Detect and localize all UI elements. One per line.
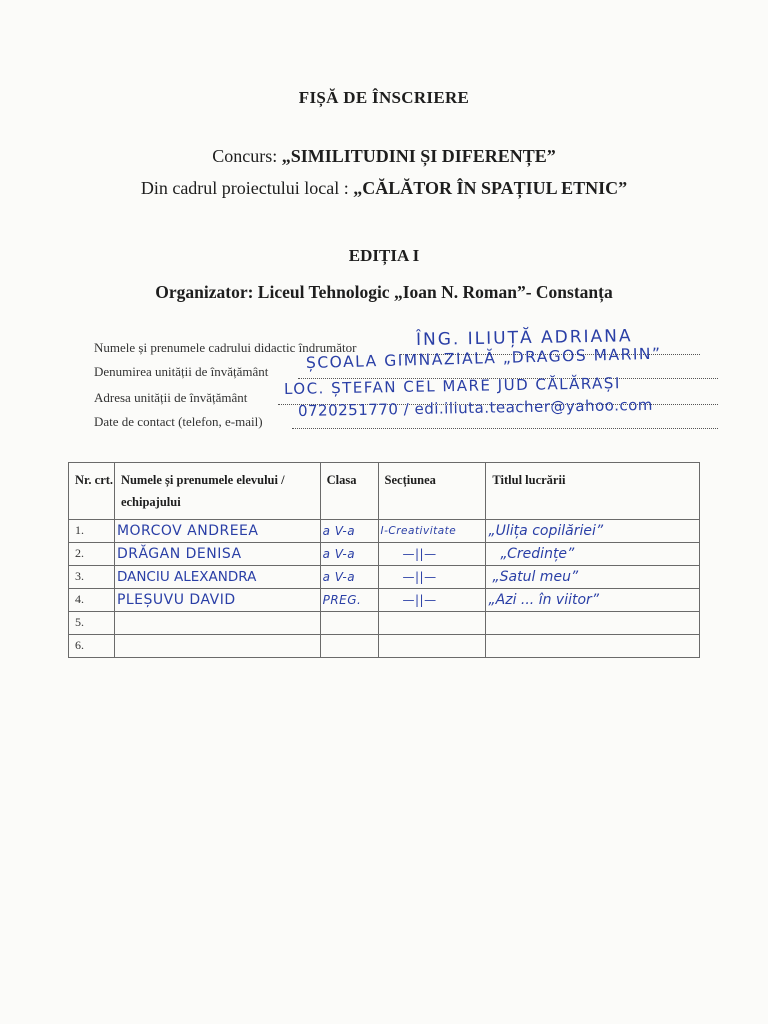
row-class xyxy=(320,566,378,589)
row-name xyxy=(114,543,320,566)
table-row xyxy=(69,589,700,612)
contest-line xyxy=(0,146,768,167)
row-class xyxy=(320,612,378,635)
row-section xyxy=(378,520,486,543)
row-class xyxy=(320,520,378,543)
row-name xyxy=(114,520,320,543)
row-nr: 1. xyxy=(69,520,115,543)
row-title xyxy=(486,543,700,566)
row-title xyxy=(486,589,700,612)
project-line xyxy=(0,178,768,199)
row-class xyxy=(320,543,378,566)
header-title: Titlul lucrării xyxy=(486,463,700,520)
row-section xyxy=(378,612,486,635)
teacher-name-value: ÎNG. ILIUȚĂ ADRIANA xyxy=(415,326,633,350)
row-class xyxy=(320,635,378,658)
row-title-value: „Credințe” xyxy=(500,546,575,562)
row-title xyxy=(486,566,700,589)
row-name xyxy=(114,589,320,612)
table-row xyxy=(69,635,700,658)
contest-prefix: Concurs: xyxy=(212,146,282,166)
row-section-value: I-Creativitate xyxy=(380,525,457,537)
school-address-label: Adresa unității de învățământ xyxy=(94,390,248,405)
row-nr: 5. xyxy=(69,612,115,635)
row-name xyxy=(114,612,320,635)
row-name xyxy=(114,566,320,589)
row-section xyxy=(378,589,486,612)
row-class-value: PREG. xyxy=(322,593,362,607)
teacher-name-label: Numele și prenumele cadrului didactic îndrumător xyxy=(94,340,357,355)
header-nr: Nr. crt. xyxy=(69,463,115,520)
participants-table xyxy=(68,462,700,658)
school-name-label: Denumirea unității de învățământ xyxy=(94,364,269,379)
header-section: Secțiunea xyxy=(378,463,486,520)
row-name-value: PLEȘUVU DAVID xyxy=(116,592,236,608)
organizer-line: Organizator: Liceul Tehnologic „Ioan N. Roman”- Constanța xyxy=(155,282,613,302)
row-title xyxy=(486,612,700,635)
contact-value: 0720251770 / edi.iliuta.teacher@yahoo.com xyxy=(297,395,654,420)
school-name-value: ȘCOALA GIMNAZIALĂ „DRAGOS MARIN” xyxy=(305,344,662,372)
row-nr: 2. xyxy=(69,543,115,566)
row-title xyxy=(486,520,700,543)
row-class-value: a V-a xyxy=(322,524,356,538)
project-name: „CĂLĂTOR ÎN SPAȚIUL ETNIC” xyxy=(353,178,628,198)
row-title-value: „Azi ... în viitor” xyxy=(488,592,600,608)
row-name xyxy=(114,635,320,658)
header-class: Clasa xyxy=(320,463,378,520)
contact-dots xyxy=(292,428,718,429)
contest-name: „SIMILITUDINI ȘI DIFERENȚE” xyxy=(281,146,556,166)
row-class-value: a V-a xyxy=(322,547,356,561)
header-name: Numele și prenumele elevului / echipajului xyxy=(114,463,320,520)
row-title-value: „Satul meu” xyxy=(492,569,579,585)
row-name-value: DANCIU ALEXANDRA xyxy=(116,569,257,585)
edition-heading: EDIȚIA I xyxy=(348,246,420,265)
table-header-row xyxy=(69,463,700,520)
row-nr: 4. xyxy=(69,589,115,612)
row-nr: 3. xyxy=(69,566,115,589)
row-title xyxy=(486,635,700,658)
row-section-value: —||— xyxy=(402,547,437,561)
project-prefix: Din cadrul proiectului local : xyxy=(140,178,354,198)
row-class-value: a V-a xyxy=(322,570,356,584)
form-title: FIȘĂ DE ÎNSCRIERE xyxy=(298,88,470,107)
contact-label: Date de contact (telefon, e-mail) xyxy=(94,414,263,429)
table-row xyxy=(69,520,700,543)
row-name-value: MORCOV ANDREEA xyxy=(116,523,259,539)
row-section xyxy=(378,635,486,658)
table-row xyxy=(69,566,700,589)
table-row xyxy=(69,543,700,566)
row-class xyxy=(320,589,378,612)
table-row xyxy=(69,612,700,635)
school-address-value: LOC. ȘTEFAN CEL MARE JUD CĂLĂRAȘI xyxy=(283,374,621,398)
row-section xyxy=(378,566,486,589)
row-section-value: —||— xyxy=(402,593,437,607)
row-nr: 6. xyxy=(69,635,115,658)
row-section-value: —||— xyxy=(402,570,437,584)
row-title-value: „Ulița copilăriei” xyxy=(488,523,604,539)
row-section xyxy=(378,543,486,566)
row-name-value: DRĂGAN DENISA xyxy=(116,546,242,562)
